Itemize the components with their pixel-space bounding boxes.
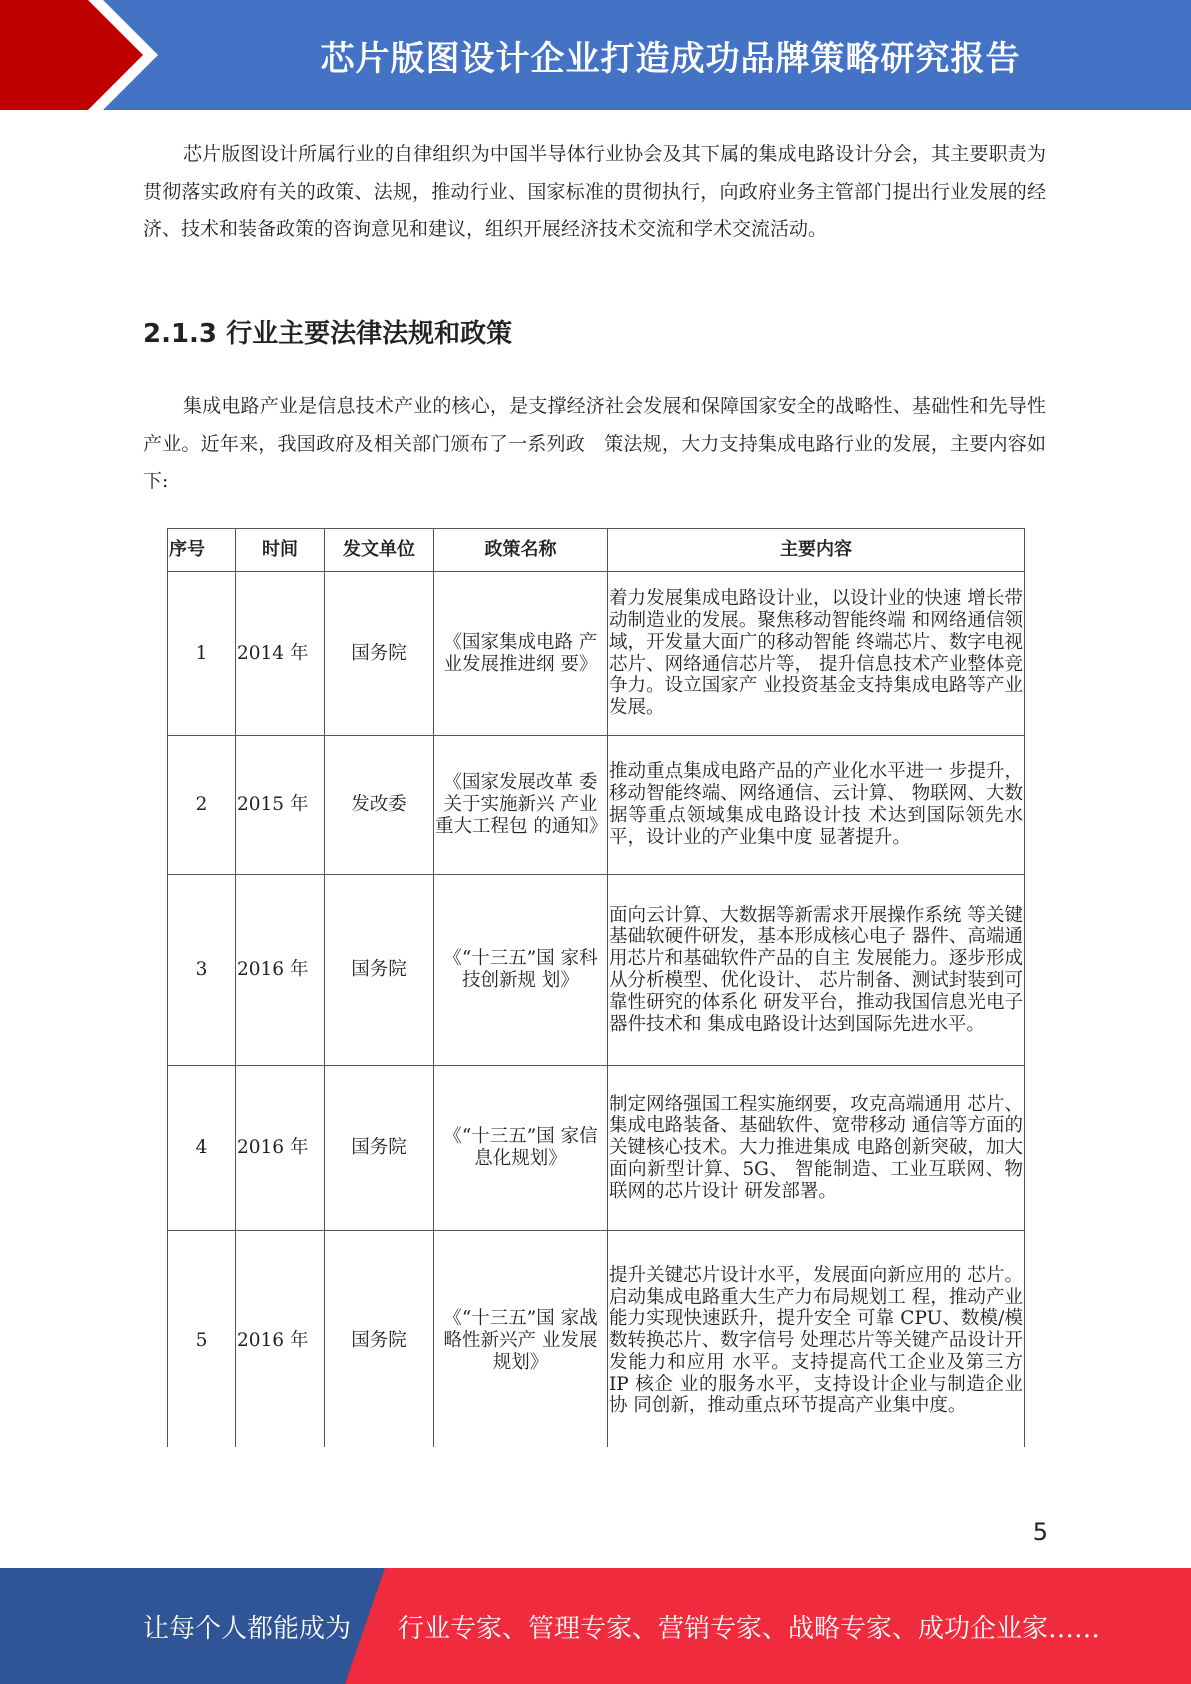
header-arrow-graphic [0,0,170,110]
row-policy-name: 《“十三五”国 家科技创新规 划》 [434,875,608,1066]
row-number: 2 [168,736,236,875]
page-number: 5 [1032,1518,1048,1546]
table-header-row [168,529,1025,572]
row-number: 5 [168,1231,236,1452]
section-heading: 2.1.3 行业主要法律法规和政策 [143,319,513,349]
header-time: 时间 [236,529,325,572]
row-year: 2015 年 [236,736,325,875]
header-content: 主要内容 [608,529,1025,572]
section-paragraph: 集成电路产业是信息技术产业的核心，是支撑经济社会发展和保障国家安全的战略性、基础性和先导性产业。近年来，我国政府及相关部门颁布了一系列政 策法规，大力支持集成电路行业的发展，主要内容如下: [143,395,1046,492]
row-content: 着力发展集成电路设计业，以设计业的快速 增长带动制造业的发展。聚焦移动智能终端 和网络通信领域，开发量大面广的移动智能 终端芯片、数字电视芯片、网络通信芯片等， 提升信息技术产业整体竞争力。设立国家产 业投资基金支持集成电路等产业发展。 [608,572,1025,736]
policy-table [167,528,1025,1452]
row-number: 1 [168,572,236,736]
footer-slogan-right: 行业专家、管理专家、营销专家、战略专家、成功企业家…… [398,1613,1101,1644]
table-row [168,1231,1025,1452]
header-issuer: 发文单位 [325,529,434,572]
row-content: 推动重点集成电路产品的产业化水平进一 步提升，移动智能终端、网络通信、云计算、 物联网、大数据等重点领域集成电路设计技 术达到国际领先水平，设计业的产业集中度 显著提升。 [608,736,1025,875]
row-number: 4 [168,1066,236,1231]
row-content: 提升关键芯片设计水平，发展面向新应用的 芯片。启动集成电路重大生产力布局规划工 程，推动产业能力实现快速跃升，提升安全 可靠 CPU、数模/模数转换芯片、数字信号 处理芯片等关键产品设计开发能力和应用 水平。支持提高代工企业及第三方 IP 核企 业的服务水平，支持设计企业与制造企业协 同创新，推动重点环节提高产业集中度。 [608,1231,1025,1452]
row-issuer: 国务院 [325,572,434,736]
table-row [168,736,1025,875]
page-header [0,0,1191,110]
row-policy-name: 《“十三五”国 家战略性新兴产 业发展规划》 [434,1231,608,1452]
row-issuer: 发改委 [325,736,434,875]
row-issuer: 国务院 [325,1231,434,1452]
intro-paragraph: 芯片版图设计所属行业的自律组织为中国半导体行业协会及其下属的集成电路设计分会，其主要职责为贯彻落实政府有关的政策、法规，推动行业、国家标准的贯彻执行，向政府业务主管部门提出行业发展的经济、技术和装备政策的咨询意见和建议，组织开展经济技术交流和学术交流活动。 [143,143,1046,240]
header-seq: 序号 [168,529,236,572]
page-footer [0,1568,1191,1684]
row-year: 2016 年 [236,875,325,1066]
table-row [168,572,1025,736]
header-policy-name: 政策名称 [434,529,608,572]
row-issuer: 国务院 [325,875,434,1066]
row-content: 制定网络强国工程实施纲要，攻克高端通用 芯片、集成电路装备、基础软件、宽带移动 通信等方面的关键核心技术。大力推进集成 电路创新突破，加大面向新型计算、5G、 智能制造、工业互联网、物联网的芯片设计 研发部署。 [608,1066,1025,1231]
row-year: 2014 年 [236,572,325,736]
footer-slogan-left: 让每个人都能成为 [143,1613,352,1644]
report-title: 芯片版图设计企业打造成功品牌策略研究报告 [320,38,1021,79]
row-issuer: 国务院 [325,1066,434,1231]
row-year: 2016 年 [236,1066,325,1231]
row-content: 面向云计算、大数据等新需求开展操作系统 等关键基础软硬件研发，基本形成核心电子 器件、高端通用芯片和基础软件产品的自主 发展能力。逐步形成从分析模型、优化设计、 芯片制备、测试封装到可靠性研究的体系化 研发平台，推动我国信息光电子器件技术和 集成电路设计达到国际先进水平。 [608,875,1025,1066]
row-year: 2016 年 [236,1231,325,1452]
row-number: 3 [168,875,236,1066]
table-row [168,1066,1025,1231]
row-policy-name: 《国家集成电路 产业发展推进纲 要》 [434,572,608,736]
row-policy-name: 《国家发展改革 委关于实施新兴 产业重大工程包 的通知》 [434,736,608,875]
table-continuation-mask [160,1447,1040,1567]
row-policy-name: 《“十三五”国 家信息化规划》 [434,1066,608,1231]
table-row [168,875,1025,1066]
